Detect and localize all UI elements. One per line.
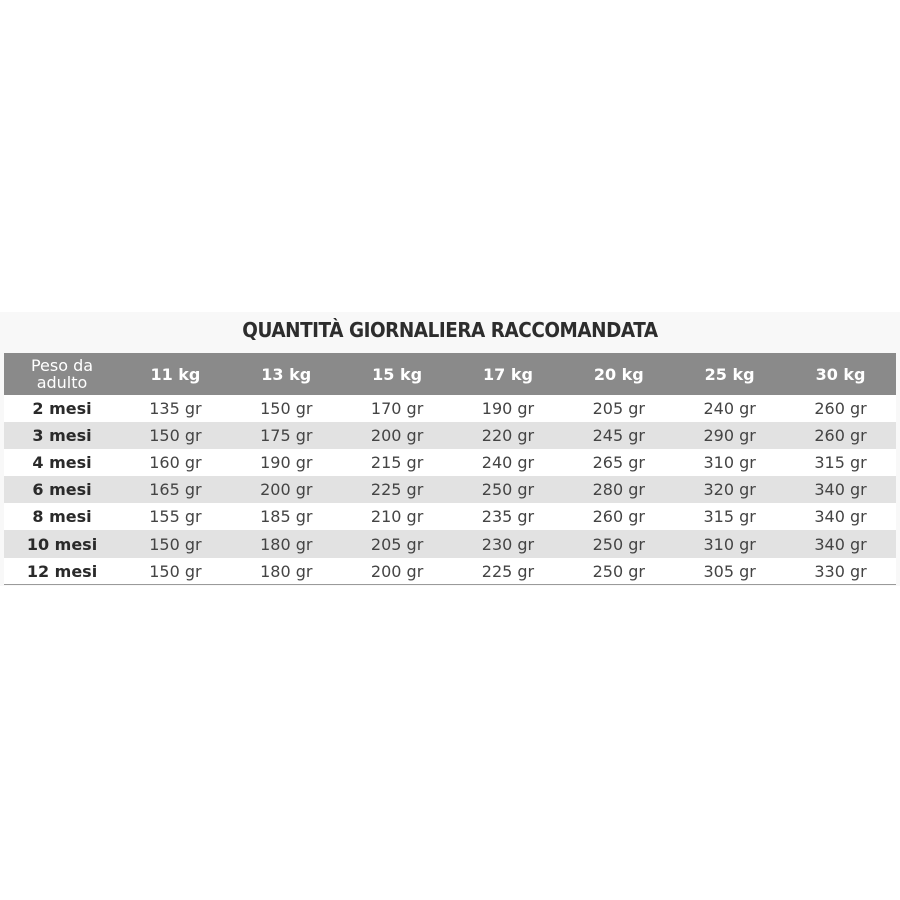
- quantity-cell: 225 gr: [370, 480, 424, 500]
- table-row: [4, 503, 896, 530]
- quantity-cell: 180 gr: [260, 561, 313, 581]
- quantity-cell: 200 gr: [370, 561, 424, 581]
- quantity-cell: 215 gr: [370, 453, 424, 473]
- corner-label-line1: Peso da: [30, 356, 94, 375]
- quantity-cell: 185 gr: [260, 507, 313, 527]
- weight-header: 17 kg: [482, 364, 533, 384]
- quantity-cell: 150 gr: [260, 399, 313, 419]
- quantity-cell: 280 gr: [592, 480, 645, 500]
- quantity-cell: 310 gr: [703, 453, 756, 473]
- quantity-cell: 260 gr: [814, 399, 867, 419]
- quantity-cell: 170 gr: [370, 399, 424, 419]
- age-cell: 10 mesi: [26, 534, 98, 554]
- quantity-cell: 290 gr: [703, 426, 756, 446]
- quantity-cell: 190 gr: [260, 453, 313, 473]
- quantity-cell: 250 gr: [592, 534, 645, 554]
- corner-label-line2: adulto: [36, 373, 88, 392]
- table-row: [4, 558, 896, 585]
- quantity-cell: 340 gr: [814, 507, 867, 527]
- quantity-cell: 135 gr: [149, 399, 202, 419]
- quantity-cell: 150 gr: [149, 426, 202, 446]
- table-title: QUANTITÀ GIORNALIERA RACCOMANDATA: [242, 318, 658, 342]
- quantity-cell: 240 gr: [703, 399, 756, 419]
- quantity-cell: 310 gr: [703, 534, 756, 554]
- quantity-cell: 150 gr: [149, 534, 202, 554]
- quantity-cell: 240 gr: [481, 453, 535, 473]
- table-body: [4, 395, 896, 585]
- table-bottom-rule: [4, 584, 896, 585]
- header-row: [4, 353, 896, 395]
- quantity-cell: 250 gr: [481, 480, 535, 500]
- weight-header: 15 kg: [372, 364, 423, 384]
- quantity-cell: 315 gr: [703, 507, 756, 527]
- age-cell: 3 mesi: [32, 426, 92, 446]
- quantity-cell: 330 gr: [814, 561, 867, 581]
- corner-header: [4, 353, 120, 395]
- weight-header: 25 kg: [704, 364, 755, 384]
- quantity-cell: 235 gr: [481, 507, 535, 527]
- quantity-cell: 265 gr: [592, 453, 645, 473]
- age-cell: 2 mesi: [32, 399, 92, 419]
- table-row: [4, 449, 896, 476]
- quantity-cell: 305 gr: [703, 561, 756, 581]
- quantity-cell: 260 gr: [592, 507, 645, 527]
- quantity-cell: 260 gr: [814, 426, 867, 446]
- quantity-cell: 165 gr: [149, 480, 202, 500]
- quantity-cell: 175 gr: [260, 426, 313, 446]
- quantity-cell: 220 gr: [481, 426, 535, 446]
- quantity-cell: 210 gr: [370, 507, 424, 527]
- quantity-cell: 205 gr: [370, 534, 424, 554]
- table-row: [4, 530, 896, 557]
- weight-header: 13 kg: [261, 364, 312, 384]
- age-cell: 6 mesi: [32, 480, 92, 500]
- quantity-cell: 190 gr: [481, 399, 535, 419]
- quantity-cell: 160 gr: [149, 453, 202, 473]
- table-row: [4, 395, 896, 422]
- weight-header: 11 kg: [150, 364, 201, 384]
- feeding-table: [4, 353, 896, 585]
- quantity-cell: 340 gr: [814, 534, 867, 554]
- quantity-cell: 200 gr: [260, 480, 313, 500]
- table-row: [4, 422, 896, 449]
- quantity-cell: 150 gr: [149, 561, 202, 581]
- quantity-cell: 225 gr: [481, 561, 535, 581]
- quantity-cell: 180 gr: [260, 534, 313, 554]
- weight-header: 30 kg: [815, 364, 866, 384]
- quantity-cell: 230 gr: [481, 534, 535, 554]
- quantity-cell: 155 gr: [149, 507, 202, 527]
- quantity-cell: 320 gr: [703, 480, 756, 500]
- quantity-cell: 340 gr: [814, 480, 867, 500]
- age-cell: 12 mesi: [26, 561, 98, 581]
- table-row: [4, 476, 896, 503]
- age-cell: 8 mesi: [32, 507, 92, 527]
- age-cell: 4 mesi: [32, 453, 92, 473]
- quantity-cell: 200 gr: [370, 426, 424, 446]
- quantity-cell: 205 gr: [592, 399, 645, 419]
- quantity-cell: 245 gr: [592, 426, 645, 446]
- weight-header: 20 kg: [593, 364, 644, 384]
- quantity-cell: 250 gr: [592, 561, 645, 581]
- quantity-cell: 315 gr: [814, 453, 867, 473]
